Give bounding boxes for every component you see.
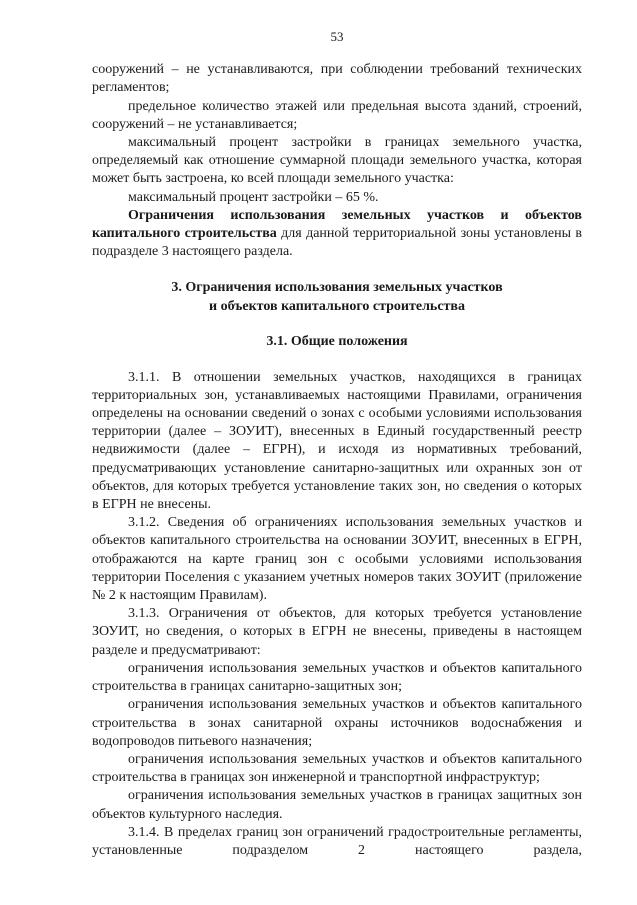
- paragraph: максимальный процент застройки – 65 %.: [128, 189, 379, 205]
- restrictions-bold-phrase: Ограничения использования земельных участков и объектов капитального строительства: [92, 207, 582, 242]
- restriction-item: ограничения использования земельных участков и объектов капитального строительства в зонах санитарной охраны источников водоснабжения и водопроводов питьевого назначения;: [92, 697, 582, 749]
- restriction-item: ограничения использования земельных участков и объектов капитального строительства в границах санитарно-защитных зон;: [92, 660, 582, 695]
- section-title-line: и объектов капитального строительства: [209, 299, 465, 315]
- restriction-item: ограничения использования земельных участков в границах защитных зон объектов культурного наследия.: [92, 788, 582, 822]
- section-title: [92, 278, 582, 316]
- section-title-line: 3. Ограничения использования земельных участков: [171, 280, 503, 296]
- page-number: 53: [330, 29, 344, 44]
- restrictions-reference-paragraph: [92, 207, 582, 262]
- clause: 3.1.2. Сведения об ограничениях использования земельных участков и объектов капитального строительства на основании ЗОУИТ, внесенных в ЕГРН, отображаются на карте границ зон с особыми условиями использования территории Поселения с указанием учетных номеров таких ЗОУИТ (приложение № 2 к настоящим Правилам).: [92, 515, 582, 604]
- clause: 3.1.4. В пределах границ зон ограничений градостроительные регламенты, установленные подразделом 2 настоящего раздела,: [92, 824, 582, 858]
- paragraph: максимальный процент застройки в границах земельного участка, определяемый как отношение суммарной площади земельного участка, которая может быть застроена, ко всей площади земельного участка:: [92, 135, 582, 187]
- document-page: [92, 28, 582, 860]
- restrictions-rest-text: для данной территориальной зоны установлены в подразделе 3 настоящего раздела.: [92, 226, 583, 260]
- paragraph: сооружений – не устанавливаются, при соблюдении требований технических регламентов;: [92, 62, 582, 96]
- subsection-title: 3.1. Общие положения: [266, 334, 408, 350]
- clause: 3.1.1. В отношении земельных участков, находящихся в границах территориальных зон, устанавливаемых настоящими Правилами, ограничения определены на основании сведений о зонах с особыми условиями использования территории (далее – ЗОУИТ), внесенных в Единый государственный реестр недвижимости (далее – ЕГРН), и исходя из нормативных требований, предусматривающих установление санитарно-защитных или охранных зон от объектов, для которых требуется установление таких зон, но сведения о которых в ЕГРН не внесены.: [92, 369, 582, 513]
- paragraph: предельное количество этажей или предельная высота зданий, строений, сооружений – не устанавливается;: [92, 98, 582, 132]
- clause: 3.1.3. Ограничения от объектов, для которых требуется установление ЗОУИТ, но сведения, о которых в ЕГРН не внесены, приведены в настоящем разделе и предусматривают:: [92, 606, 582, 658]
- restriction-item: ограничения использования земельных участков и объектов капитального строительства в границах зон инженерной и транспортной инфраструктур;: [92, 751, 582, 786]
